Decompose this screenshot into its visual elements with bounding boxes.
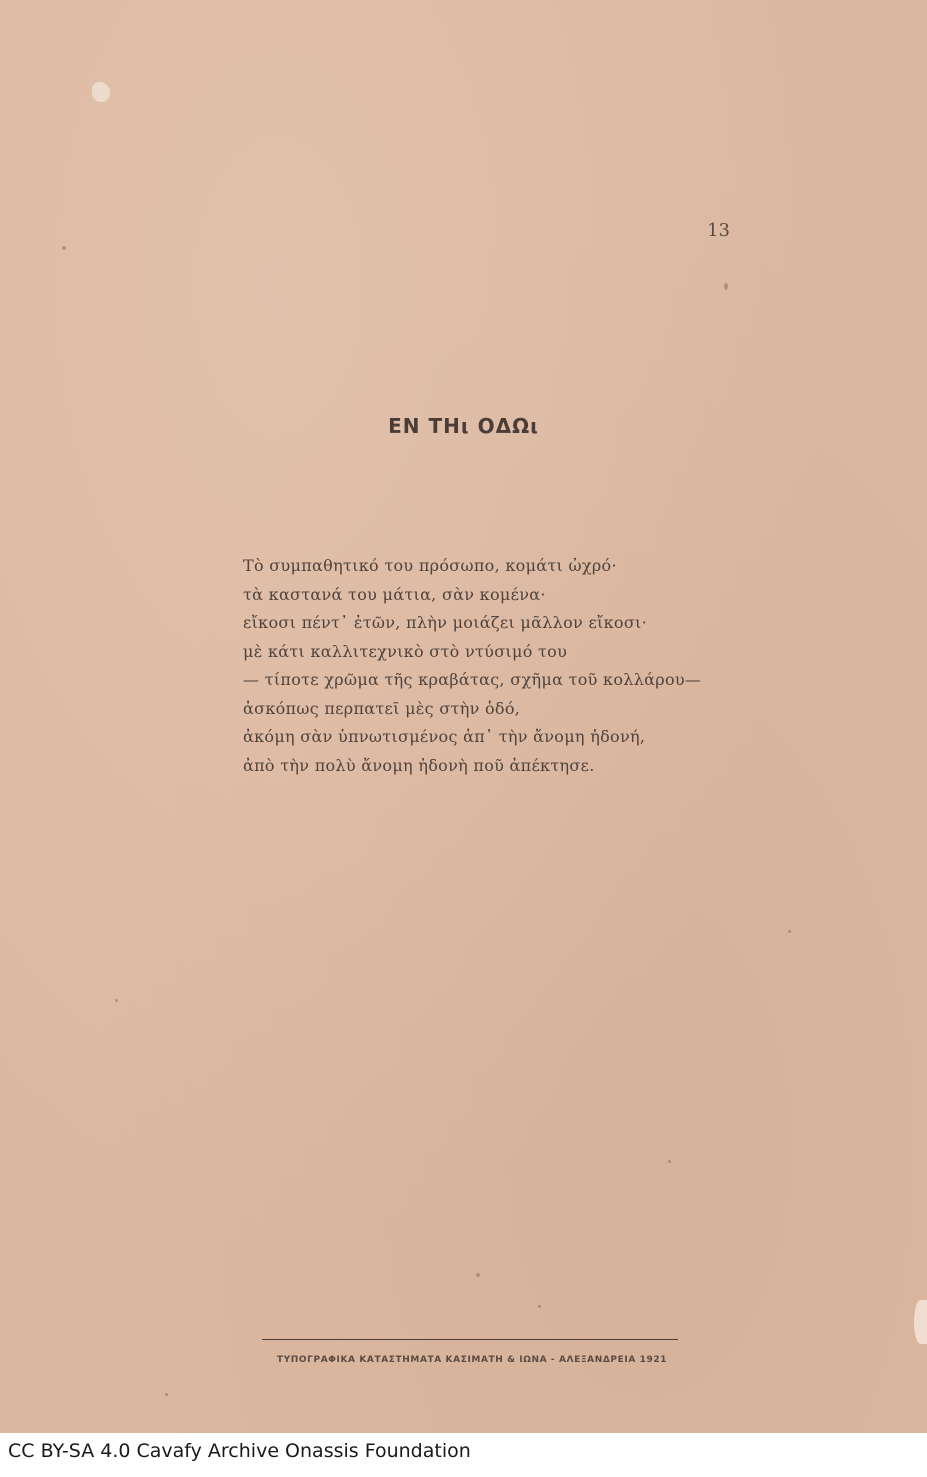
paper-speck xyxy=(724,283,728,290)
poem-line: τὰ καστανά του μάτια, σὰν κομένα· xyxy=(243,584,546,604)
poem-line: ἀπὸ τὴν πολὺ ἄνομη ἡδονὴ ποῦ ἀπέκτησε. xyxy=(243,755,595,775)
paper-speck xyxy=(538,1305,541,1308)
paper-tear-mark xyxy=(92,82,110,102)
poem-line: μὲ κάτι καλλιτεχνικὸ στὸ ντύσιμό του xyxy=(243,641,568,661)
printer-imprint: ΤΥΠΟΓΡΑΦΙΚΑ ΚΑΤΑΣΤΗΜΑΤΑ ΚΑΣΙΜΑΤΗ & ΙΩΝΑ - ΑΛΕΞΑΝΔΡΕΙΑ 1921 xyxy=(276,1355,668,1365)
poem-line: Τὸ συμπαθητικό του πρόσωπο, κομάτι ὠχρό· xyxy=(243,556,617,575)
poem-line: εἴκοσι πέντ᾽ ἐτῶν, πλὴν μοιάζει μᾶλλον εἴκοσι· xyxy=(243,613,648,632)
imprint-divider xyxy=(262,1339,678,1340)
license-credit: CC BY-SA 4.0 Cavafy Archive Onassis Foundation xyxy=(8,1440,471,1462)
poem-line: ἀσκόπως περπατεῖ μὲς στὴν ὁδό, xyxy=(243,698,521,718)
paper-speck xyxy=(165,1393,168,1396)
paper-speck xyxy=(476,1273,480,1277)
paper-speck xyxy=(62,246,66,250)
poem-body xyxy=(243,552,763,780)
page-number: 13 xyxy=(707,220,730,241)
paper-speck xyxy=(788,930,791,933)
poem-line: — τίποτε χρῶμα τῆς κραβάτας, σχῆμα τοῦ κολλάρου— xyxy=(243,670,702,689)
poem-line: ἀκόμη σὰν ὑπνωτισμένος ἀπ᾽ τὴν ἄνομη ἡδονή, xyxy=(243,727,646,746)
paper-speck xyxy=(668,1160,671,1163)
poem-title: ΕΝ ΤΗι ΟΔΩι xyxy=(388,414,539,438)
paper-edge-mark xyxy=(914,1300,927,1344)
paper-speck xyxy=(115,999,118,1002)
